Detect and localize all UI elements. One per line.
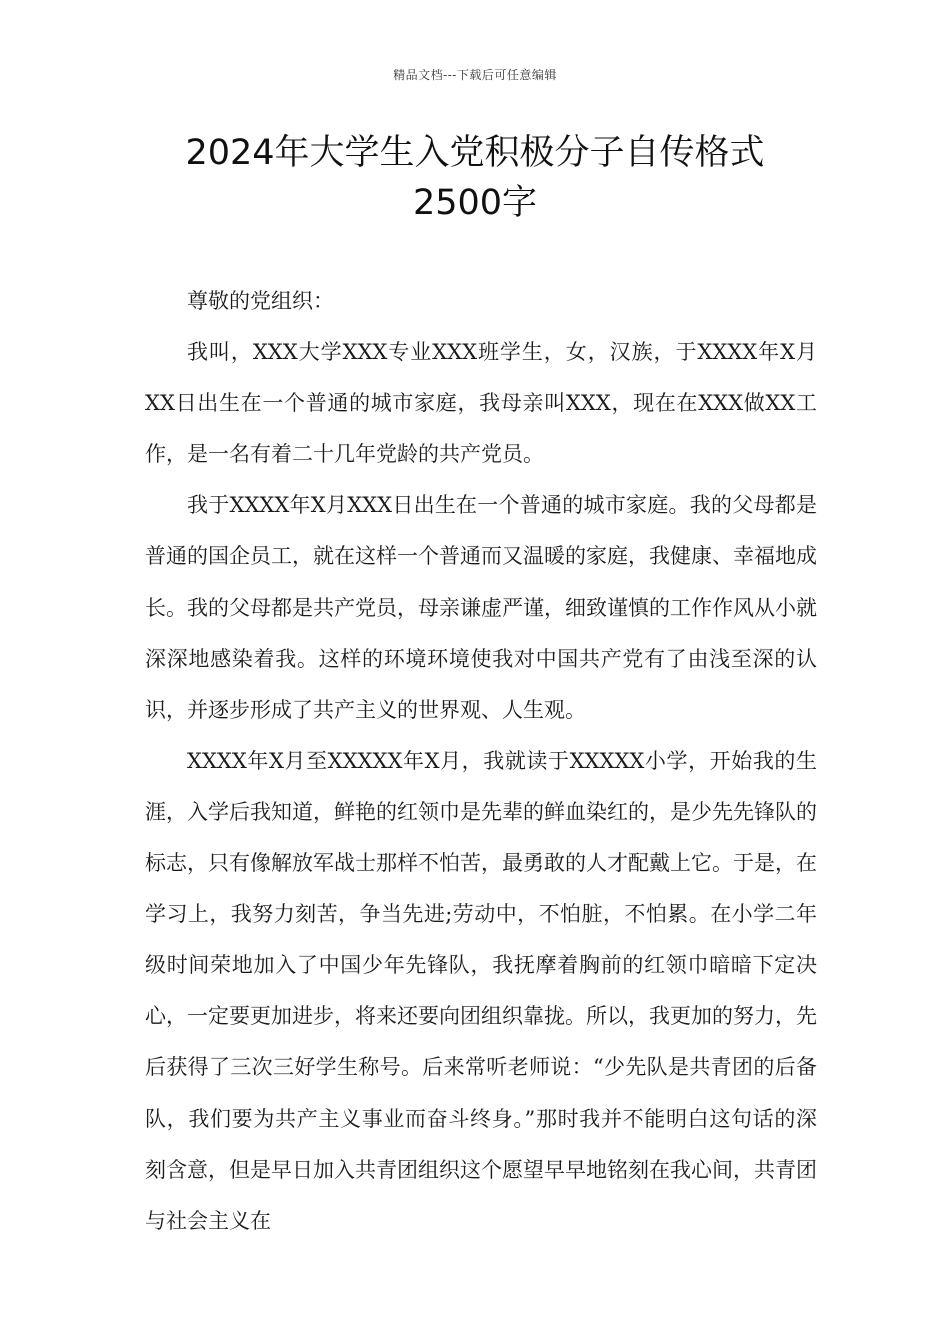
title-line-2: 2500字 <box>412 183 538 223</box>
paragraph: 我叫，XXX大学XXX专业XXX班学生，女，汉族，于XXXX年X月XX日出生在一个普通的城市家庭，我母亲叫XXX，现在在XXX做XX工作，是一名有着二十几年党龄的共产党员。 <box>145 340 817 467</box>
salutation: 尊敬的党组织： <box>187 289 334 313</box>
paragraph: 我于XXXX年X月XXX日出生在一个普通的城市家庭。我的父母都是普通的国企员工，就在这样一个普通而又温暖的家庭，我健康、幸福地成长。我的父母都是共产党员，母亲谦虚严谨，细致谨慎的工作作风从小就深深地感染着我。这样的环境环境使我对中国共产党有了由浅至深的认识，并逐步形成了共产主义的世界观、人生观。 <box>145 493 817 722</box>
title-line-1: 2024年大学生入党积极分子自传格式 <box>185 133 765 173</box>
document-body <box>145 276 817 1247</box>
paragraph: XXXX年X月至XXXXX年X月，我就读于XXXXX小学，开始我的生涯，入学后我知道，鲜艳的红领巾是先辈的鲜血染红的，是少先先锋队的标志，只有像解放军战士那样不怕苦，最勇敢的人才配戴上它。于是，在学习上，我努力刻苦，争当先进;劳动中，不怕脏，不怕累。在小学二年级时间荣地加入了中国少年先锋队，我抚摩着胸前的红领巾暗暗下定决心，一定要更加进步，将来还要向团组织靠拢。所以，我更加的努力，先后获得了三次三好学生称号。后来常听老师说：“少先队是共青团的后备队，我们要为共产主义事业而奋斗终身。”那时我并不能明白这句话的深刻含意，但是早日加入共青团组织这个愿望早早地铭刻在我心间，共青团与社会主义在 <box>145 748 817 1233</box>
header-watermark: 精品文档---下载后可任意编辑 <box>393 68 557 82</box>
document-title <box>110 128 840 228</box>
